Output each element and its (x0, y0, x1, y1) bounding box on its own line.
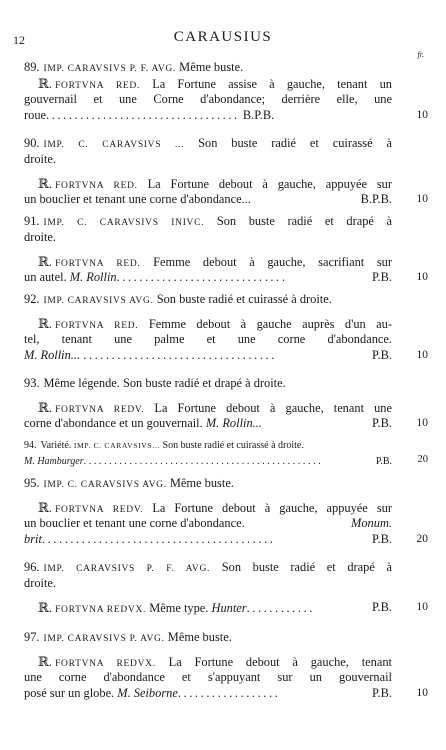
value-francs: 10 (416, 271, 428, 283)
obverse-line: droite. (24, 230, 56, 244)
obverse-line: 96. IMP. CARAVSIVS P. F. AVG. Son buste radié et drapé à (24, 560, 392, 574)
reverse-line: ℝ. FORTVNA REDVX. Même type. Hunter............ P.B. (38, 600, 392, 615)
reverse-line: une corne d'abondance et s'appuyant sur un gouvernail (24, 670, 392, 684)
reverse-line: corne d'abondance et un gouvernail. M. Rollin... P.B. (24, 416, 392, 430)
reverse-line: un bouclier et tenant une corne d'abondance... B.P.B. (24, 192, 392, 206)
value-francs: 10 (416, 601, 428, 613)
reverse-line: M. Rollin... .................................. P.B. (24, 348, 392, 362)
reverse-line: posé sur un globe. M. Seiborne.................. P.B. (24, 686, 392, 700)
collection-line: M. Hamburger............................................... P.B. (24, 456, 392, 467)
value-francs: 10 (416, 109, 428, 121)
obverse-line: 95. IMP. C. CARAVSIVS AVG. Même buste. (24, 476, 234, 490)
obverse-line: 97. IMP. CARAVSIVS P. AVG. Même buste. (24, 630, 232, 644)
reverse-line: ℝ. FORTVNA RED. Femme debout à gauche auprès d'un au- (38, 316, 392, 331)
value-francs: 20 (417, 454, 428, 465)
reverse-line: tel, tenant une palme et une corne d'abondance. (24, 332, 392, 346)
reverse-line: ℝ. FORTVNA RED. Femme debout à gauche, sacrifiant sur (38, 254, 392, 269)
reverse-line: brit......................................... P.B. (24, 532, 392, 546)
value-francs: 10 (416, 687, 428, 699)
obverse-line: droite. (24, 152, 56, 166)
variety-line: 94. Variété. IMP. C. CARAVSIVS... Son buste radié et cuirassé à droite. (24, 440, 304, 451)
obverse-line: 90. IMP. C. CARAVSIVS ... Son buste radié et cuirassé à (24, 136, 392, 150)
reverse-line: un autel. M. Rollin.............................. P.B. (24, 270, 392, 284)
running-title: CARAUSIUS (173, 29, 273, 45)
reverse-line: ℝ. FORTVNA REDV. La Fortune debout à gauche, tenant une (38, 400, 392, 415)
reverse-line: roue.................................. B.P.B. (24, 108, 275, 122)
reverse-line: gouvernail et une Corne d'abondance; derrière elle, une (24, 92, 392, 106)
reverse-line: ℝ. FORTVNA RED. La Fortune debout à gauche, appuyée sur (38, 176, 392, 191)
obverse-line: 92. IMP. CARAVSIVS AVG. Son buste radié et cuirassé à droite. (24, 292, 332, 306)
reverse-line: ℝ. FORTVNA REDV. La Fortune debout à gauche, appuyée sur (38, 500, 392, 515)
reverse-line: un bouclier et tenant une corne d'abondance. Monum. (24, 516, 392, 530)
value-column-header: fr. (417, 50, 424, 59)
obverse-line: 91. IMP. C. CARAVSIVS INIVC. Son buste radié et drapé à (24, 214, 392, 228)
reverse-line: ℝ. FORTVNA REDVX. La Fortune debout à gauche, tenant (38, 654, 392, 669)
value-francs: 10 (416, 417, 428, 429)
value-francs: 20 (416, 533, 428, 545)
obverse-line: 89. IMP. CARAVSIVS P. F. AVG. Même buste. (24, 60, 244, 74)
reverse-line: ℝ. FORTVNA RED. La Fortune assise à gauche, tenant un (38, 76, 392, 91)
obverse-line: droite. (24, 576, 56, 590)
value-francs: 10 (416, 193, 428, 205)
obverse-line: 93. Même légende. Son buste radié et drapé à droite. (24, 376, 286, 390)
page-number: 12 (13, 33, 25, 47)
value-francs: 10 (416, 349, 428, 361)
